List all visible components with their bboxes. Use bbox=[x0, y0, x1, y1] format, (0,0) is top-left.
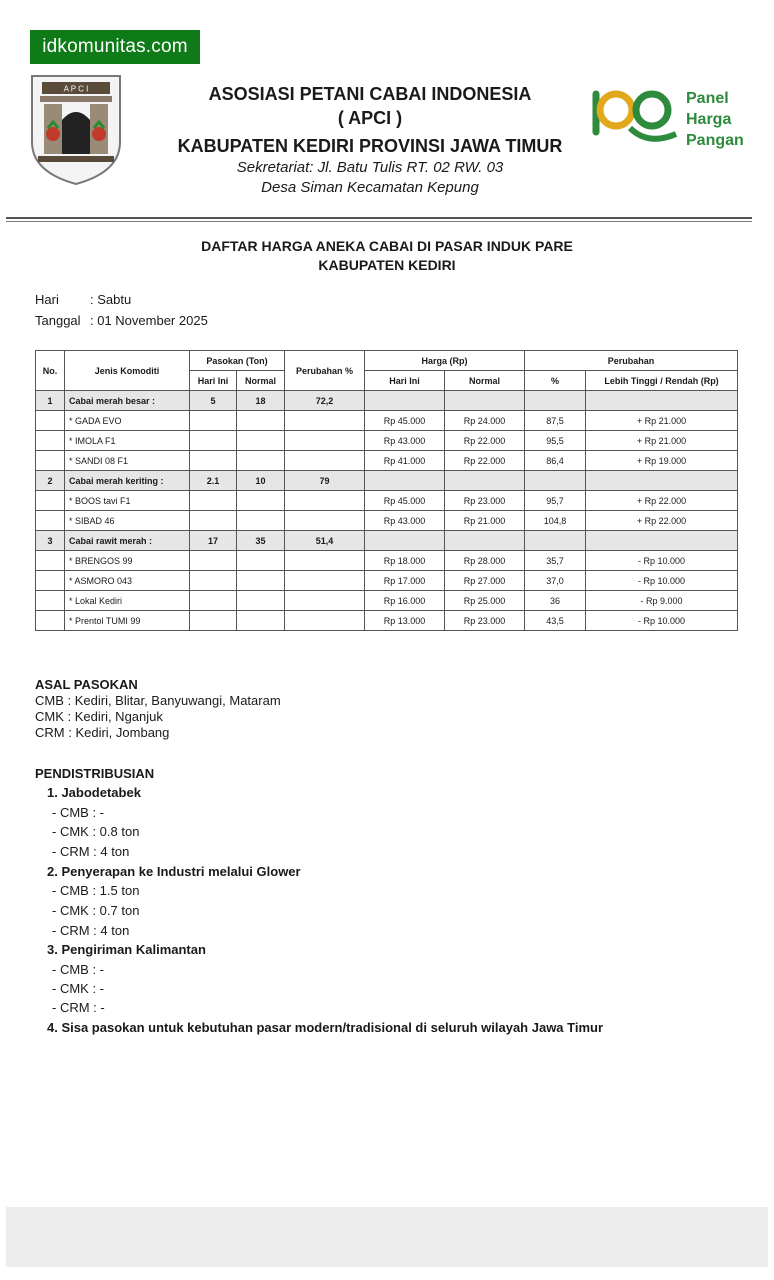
cell-pct: 86,4 bbox=[525, 451, 586, 471]
cell-pasokan-normal bbox=[237, 551, 285, 571]
distribution-item: - CRM : - bbox=[52, 1000, 105, 1015]
cell-pasokan-normal: 10 bbox=[237, 471, 285, 491]
cell-pasokan-hari-ini bbox=[190, 591, 237, 611]
cell-harga-hari-ini: Rp 18.000 bbox=[365, 551, 445, 571]
distribution-heading: 1. Jabodetabek bbox=[47, 785, 141, 800]
cell-harga-normal: Rp 25.000 bbox=[445, 591, 525, 611]
cell-pasokan-hari-ini bbox=[190, 431, 237, 451]
table-row bbox=[36, 591, 738, 611]
cell-lebih-tinggi-rendah: - Rp 10.000 bbox=[586, 551, 738, 571]
meta-hari bbox=[35, 292, 131, 307]
cell-jenis-komoditi: Cabai rawit merah : bbox=[65, 531, 190, 551]
cell-perubahan-pct bbox=[285, 411, 365, 431]
cell-harga-hari-ini: Rp 16.000 bbox=[365, 591, 445, 611]
cell-harga-normal: Rp 23.000 bbox=[445, 491, 525, 511]
cell-harga-hari-ini: Rp 45.000 bbox=[365, 491, 445, 511]
table-group-row bbox=[36, 471, 738, 491]
cell-perubahan-pct bbox=[285, 591, 365, 611]
cell-harga-hari-ini bbox=[365, 531, 445, 551]
title-line-2: KABUPATEN KEDIRI bbox=[318, 257, 456, 273]
cell-harga-hari-ini bbox=[365, 471, 445, 491]
cell-jenis-komoditi: * IMOLA F1 bbox=[65, 431, 190, 451]
cell-pasokan-normal bbox=[237, 411, 285, 431]
cell-lebih-tinggi-rendah: + Rp 22.000 bbox=[586, 511, 738, 531]
hari-value: : Sabtu bbox=[90, 292, 132, 307]
cell-perubahan-pct: 72,2 bbox=[285, 391, 365, 411]
cell-no bbox=[36, 491, 65, 511]
cell-pasokan-hari-ini: 17 bbox=[190, 531, 237, 551]
cell-harga-normal: Rp 27.000 bbox=[445, 571, 525, 591]
cell-jenis-komoditi: * BOOS tavi F1 bbox=[65, 491, 190, 511]
cell-no bbox=[36, 571, 65, 591]
cell-harga-hari-ini: Rp 45.000 bbox=[365, 411, 445, 431]
asal-line: CRM : Kediri, Jombang bbox=[35, 725, 170, 740]
cell-pasokan-hari-ini bbox=[190, 451, 237, 471]
chili-leaf-icon bbox=[590, 84, 680, 156]
distribution-item: - CMB : 1.5 ton bbox=[52, 883, 140, 898]
cell-harga-normal: Rp 21.000 bbox=[445, 511, 525, 531]
distribution-item: - CRM : 4 ton bbox=[52, 923, 130, 938]
cell-jenis-komoditi: * GADA EVO bbox=[65, 411, 190, 431]
cell-perubahan-pct: 79 bbox=[285, 471, 365, 491]
cell-pasokan-normal: 18 bbox=[237, 391, 285, 411]
apci-logo-text: A P C I bbox=[63, 84, 89, 94]
asal-line: CMB : Kediri, Blitar, Banyuwangi, Mataram bbox=[35, 693, 281, 708]
distribution-heading: 4. Sisa pasokan untuk kebutuhan pasar modern/tradisional di seluruh wilayah Jawa Timur bbox=[47, 1020, 604, 1035]
header-rule-thin bbox=[6, 221, 752, 222]
price-table bbox=[35, 350, 738, 631]
th-harga-normal: Normal bbox=[445, 371, 525, 391]
th-pasokan-normal: Normal bbox=[237, 371, 285, 391]
cell-harga-normal: Rp 23.000 bbox=[445, 611, 525, 631]
panel-harga-pangan-logo bbox=[590, 84, 760, 156]
cell-pasokan-hari-ini: 5 bbox=[190, 391, 237, 411]
th-no: No. bbox=[36, 351, 65, 391]
cell-lebih-tinggi-rendah: - Rp 10.000 bbox=[586, 611, 738, 631]
cell-pct: 36 bbox=[525, 591, 586, 611]
cell-pct: 43,5 bbox=[525, 611, 586, 631]
cell-pct: 87,5 bbox=[525, 411, 586, 431]
cell-no bbox=[36, 411, 65, 431]
distribution-heading: 3. Pengiriman Kalimantan bbox=[47, 942, 206, 957]
document-title bbox=[0, 237, 774, 275]
cell-lebih-tinggi-rendah bbox=[586, 531, 738, 551]
cell-pct: 37,0 bbox=[525, 571, 586, 591]
watermark-label: idkomunitas.com bbox=[30, 30, 200, 64]
th-jenis-komoditi: Jenis Komoditi bbox=[65, 351, 190, 391]
cell-no bbox=[36, 511, 65, 531]
cell-pct: 95,7 bbox=[525, 491, 586, 511]
cell-lebih-tinggi-rendah: - Rp 10.000 bbox=[586, 571, 738, 591]
cell-harga-hari-ini: Rp 43.000 bbox=[365, 511, 445, 531]
cell-jenis-komoditi: * Prentol TUMI 99 bbox=[65, 611, 190, 631]
cell-perubahan-pct bbox=[285, 511, 365, 531]
cell-jenis-komoditi: * SANDI 08 F1 bbox=[65, 451, 190, 471]
th-perubahan-pct: Perubahan % bbox=[285, 351, 365, 391]
th-pasokan-hari-ini: Hari Ini bbox=[190, 371, 237, 391]
table-row bbox=[36, 551, 738, 571]
distribution-item: - CMK : - bbox=[52, 981, 104, 996]
cell-no: 3 bbox=[36, 531, 65, 551]
cell-perubahan-pct bbox=[285, 571, 365, 591]
table-row bbox=[36, 431, 738, 451]
letterhead bbox=[130, 82, 610, 198]
cell-lebih-tinggi-rendah: + Rp 19.000 bbox=[586, 451, 738, 471]
apci-logo bbox=[26, 72, 126, 186]
cell-no: 2 bbox=[36, 471, 65, 491]
table-row bbox=[36, 491, 738, 511]
distribution-item: - CMB : - bbox=[52, 805, 104, 820]
tanggal-value: : 01 November 2025 bbox=[90, 313, 208, 328]
address-line-1: Sekretariat: Jl. Batu Tulis RT. 02 RW. 03 bbox=[236, 159, 504, 176]
panel-harga-pangan-text bbox=[686, 88, 744, 151]
cell-pasokan-normal bbox=[237, 571, 285, 591]
cell-pct bbox=[525, 391, 586, 411]
cell-lebih-tinggi-rendah: + Rp 22.000 bbox=[586, 491, 738, 511]
address-line-2: Desa Siman Kecamatan Kepung bbox=[261, 179, 479, 196]
cell-lebih-tinggi-rendah: + Rp 21.000 bbox=[586, 431, 738, 451]
cell-pasokan-normal bbox=[237, 591, 285, 611]
cell-no bbox=[36, 551, 65, 571]
cell-pasokan-hari-ini bbox=[190, 491, 237, 511]
th-harga-hari-ini: Hari Ini bbox=[365, 371, 445, 391]
th-perubahan: Perubahan bbox=[525, 351, 738, 371]
asal-line: CMK : Kediri, Nganjuk bbox=[35, 709, 163, 724]
cell-harga-normal bbox=[445, 471, 525, 491]
cell-harga-hari-ini: Rp 41.000 bbox=[365, 451, 445, 471]
table-row bbox=[36, 451, 738, 471]
cell-no: 1 bbox=[36, 391, 65, 411]
table-row bbox=[36, 611, 738, 631]
cell-pasokan-hari-ini bbox=[190, 611, 237, 631]
th-lebih-tinggi-rendah: Lebih Tinggi / Rendah (Rp) bbox=[586, 371, 738, 391]
cell-perubahan-pct bbox=[285, 611, 365, 631]
pendistribusian-title: PENDISTRIBUSIAN bbox=[35, 766, 155, 781]
cell-harga-hari-ini: Rp 43.000 bbox=[365, 431, 445, 451]
cell-no bbox=[36, 431, 65, 451]
distribution-item: - CRM : 4 ton bbox=[52, 844, 130, 859]
footer-bar bbox=[6, 1207, 768, 1267]
org-name: ASOSIASI PETANI CABAI INDONESIA bbox=[208, 84, 532, 104]
cell-harga-normal: Rp 22.000 bbox=[445, 431, 525, 451]
cell-perubahan-pct bbox=[285, 451, 365, 471]
distribution-heading: 2. Penyerapan ke Industri melalui Glower bbox=[47, 864, 301, 879]
cell-lebih-tinggi-rendah: + Rp 21.000 bbox=[586, 411, 738, 431]
cell-perubahan-pct bbox=[285, 491, 365, 511]
cell-pasokan-hari-ini: 2.1 bbox=[190, 471, 237, 491]
table-row bbox=[36, 411, 738, 431]
cell-pct: 104,8 bbox=[525, 511, 586, 531]
distribution-item: - CMB : - bbox=[52, 962, 104, 977]
cell-jenis-komoditi: * BRENGOS 99 bbox=[65, 551, 190, 571]
cell-jenis-komoditi: * ASMORO 043 bbox=[65, 571, 190, 591]
price-table-body bbox=[36, 391, 738, 631]
cell-perubahan-pct bbox=[285, 431, 365, 451]
org-abbr: ( APCI ) bbox=[337, 108, 403, 128]
cell-pasokan-normal bbox=[237, 511, 285, 531]
cell-perubahan-pct: 51,4 bbox=[285, 531, 365, 551]
org-region: KABUPATEN KEDIRI PROVINSI JAWA TIMUR bbox=[177, 136, 563, 156]
cell-harga-normal bbox=[445, 531, 525, 551]
asal-pasokan-title: ASAL PASOKAN bbox=[35, 677, 138, 692]
cell-pasokan-hari-ini bbox=[190, 571, 237, 591]
php-word: Harga bbox=[686, 111, 732, 128]
cell-harga-hari-ini: Rp 17.000 bbox=[365, 571, 445, 591]
cell-pasokan-normal bbox=[237, 451, 285, 471]
th-pasokan: Pasokan (Ton) bbox=[190, 351, 285, 371]
cell-jenis-komoditi: * Lokal Kediri bbox=[65, 591, 190, 611]
table-group-row bbox=[36, 391, 738, 411]
th-pct: % bbox=[525, 371, 586, 391]
header-rule bbox=[6, 217, 752, 219]
cell-harga-normal: Rp 28.000 bbox=[445, 551, 525, 571]
cell-perubahan-pct bbox=[285, 551, 365, 571]
cell-pct: 95,5 bbox=[525, 431, 586, 451]
cell-pasokan-hari-ini bbox=[190, 511, 237, 531]
distribution-item: - CMK : 0.8 ton bbox=[52, 824, 140, 839]
cell-jenis-komoditi: Cabai merah keriting : bbox=[65, 471, 190, 491]
cell-jenis-komoditi: * SIBAD 46 bbox=[65, 511, 190, 531]
table-row bbox=[36, 511, 738, 531]
cell-no bbox=[36, 611, 65, 631]
hari-label: Hari bbox=[35, 292, 59, 307]
th-harga: Harga (Rp) bbox=[365, 351, 525, 371]
meta-tanggal bbox=[35, 313, 208, 328]
cell-harga-normal: Rp 22.000 bbox=[445, 451, 525, 471]
cell-pasokan-normal bbox=[237, 431, 285, 451]
cell-lebih-tinggi-rendah bbox=[586, 471, 738, 491]
cell-pct bbox=[525, 471, 586, 491]
cell-lebih-tinggi-rendah: - Rp 9.000 bbox=[586, 591, 738, 611]
cell-no bbox=[36, 591, 65, 611]
cell-no bbox=[36, 451, 65, 471]
table-group-row bbox=[36, 531, 738, 551]
cell-pct: 35,7 bbox=[525, 551, 586, 571]
cell-harga-hari-ini bbox=[365, 391, 445, 411]
cell-harga-normal: Rp 24.000 bbox=[445, 411, 525, 431]
title-line-1: DAFTAR HARGA ANEKA CABAI DI PASAR INDUK PARE bbox=[201, 238, 573, 254]
cell-harga-hari-ini: Rp 13.000 bbox=[365, 611, 445, 631]
cell-pasokan-normal bbox=[237, 491, 285, 511]
cell-harga-normal bbox=[445, 391, 525, 411]
cell-pasokan-hari-ini bbox=[190, 411, 237, 431]
tanggal-label: Tanggal bbox=[35, 313, 81, 328]
php-word: Panel bbox=[686, 90, 729, 107]
distribution-item: - CMK : 0.7 ton bbox=[52, 903, 140, 918]
cell-pasokan-hari-ini bbox=[190, 551, 237, 571]
cell-pasokan-normal bbox=[237, 611, 285, 631]
cell-pct bbox=[525, 531, 586, 551]
cell-pasokan-normal: 35 bbox=[237, 531, 285, 551]
table-row bbox=[36, 571, 738, 591]
cell-jenis-komoditi: Cabai merah besar : bbox=[65, 391, 190, 411]
php-word: Pangan bbox=[686, 132, 744, 149]
cell-lebih-tinggi-rendah bbox=[586, 391, 738, 411]
